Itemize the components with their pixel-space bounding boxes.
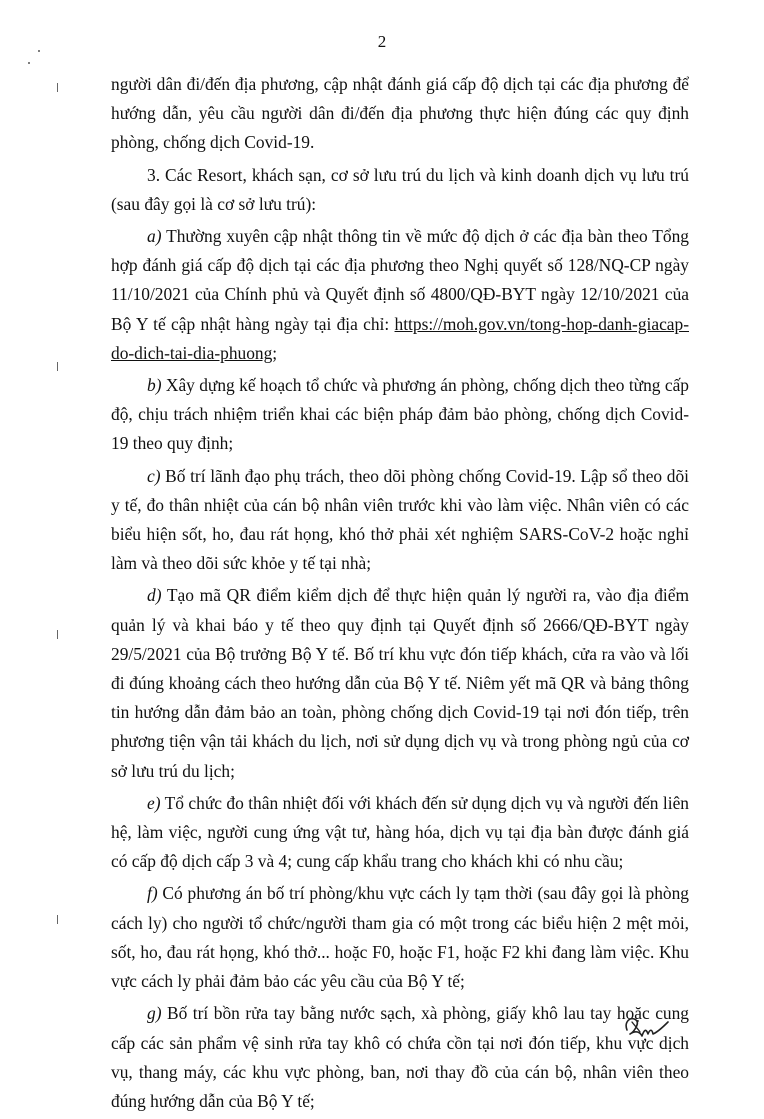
item-label: c) bbox=[147, 465, 161, 486]
item-label: g) bbox=[147, 1003, 162, 1024]
paragraph-item-g bbox=[111, 999, 689, 1116]
section-heading-text: 3. Các Resort, khách sạn, cơ sở lưu trú du lịch và kinh doanh dịch vụ lưu trú (sau đây gọi là cơ sở lưu trú): bbox=[111, 164, 689, 214]
margin-mark bbox=[57, 630, 58, 639]
paragraph-text: Tạo mã QR điểm kiểm dịch để thực hiện quản lý người ra, vào địa điểm quản lý và khai báo y tế theo quy định tại Quyết định số 2666/QĐ-BYT ngày 29/5/2021 của Bộ trưởng Bộ Y tế. Bố trí khu vực đón tiếp khách, cửa ra vào và lối đi đúng khoảng cách theo hướng dẫn của Bộ Y tế. Niêm yết mã QR và bảng thông tin hướng dẫn đảm bảo an toàn, phòng chống dịch Covid-19 tại nơi đón tiếp, trên phương tiện vận tải khách du lịch, nơi sử dụng dịch vụ và trong phòng ngủ của cơ sở lưu trú du lịch; bbox=[111, 585, 689, 781]
paragraph-item-b bbox=[111, 371, 689, 459]
item-label: e) bbox=[147, 792, 161, 813]
paragraph-item-f bbox=[111, 879, 689, 996]
paragraph-item-e bbox=[111, 789, 689, 877]
paragraph-text: Bố trí bồn rửa tay bằng nước sạch, xà phòng, giấy khô lau tay hoặc cung cấp các sản phẩm vệ sinh rửa tay khô có chứa cồn tại nơi đón tiếp, khu vực dịch vụ, thang máy, các khu vực phòng, ban, nơi thay đồ của cán bộ, nhân viên theo đúng hướng dẫn của Bộ Y tế; bbox=[111, 1003, 689, 1111]
paragraph-continuation bbox=[111, 70, 689, 158]
scan-speck bbox=[28, 62, 30, 64]
paragraph-text: Xây dựng kế hoạch tổ chức và phương án phòng, chống dịch theo từng cấp độ, chịu trách nhiệm triển khai các biện pháp đảm bảo phòng, chống dịch Covid-19 theo quy định; bbox=[111, 375, 689, 454]
page-number: 2 bbox=[377, 32, 387, 51]
item-label: a) bbox=[147, 226, 162, 247]
paragraph-section-3 bbox=[111, 161, 689, 219]
paragraph-text: Có phương án bố trí phòng/khu vực cách ly tạm thời (sau đây gọi là phòng cách ly) cho người tổ chức/người tham gia có một trong các biểu hiện 2 mệt mỏi, sốt, ho, đau rát họng, khó thở... hoặc F0, hoặc F1, hoặc F2 khi đang làm việc. Khu vực cách ly phải đảm bảo các yêu cầu của Bộ Y tế; bbox=[111, 883, 689, 992]
initials-signature bbox=[622, 1012, 670, 1042]
paragraph-item-d bbox=[111, 581, 689, 785]
document-body bbox=[111, 70, 689, 1119]
item-label: f) bbox=[147, 883, 158, 904]
paragraph-item-a bbox=[111, 222, 689, 368]
scan-speck bbox=[38, 50, 40, 52]
moh-link[interactable]: https://moh.gov.vn/tong-hop-danh-giacap-do-dich-tai-dia-phuong bbox=[111, 313, 689, 363]
paragraph-item-c bbox=[111, 462, 689, 579]
margin-mark bbox=[57, 362, 58, 371]
item-label: b) bbox=[147, 375, 162, 396]
item-label: d) bbox=[147, 585, 162, 606]
margin-mark bbox=[57, 83, 58, 92]
paragraph-text: Thường xuyên cập nhật thông tin về mức độ dịch ở các địa bàn theo Tổng hợp đánh giá cấp độ dịch tại các địa phương theo Nghị quyết số 128/NQ-CP ngày 11/10/2021 của Chính phủ và Quyết định số 4800/QĐ-BYT ngày 12/10/2021 của Bộ Y tế cập nhật hàng ngày tại địa chỉ: bbox=[111, 226, 689, 334]
paragraph-text: Tổ chức đo thân nhiệt đối với khách đến sử dụng dịch vụ và người đến liên hệ, làm việc, người cung ứng vật tư, hàng hóa, dịch vụ tại địa bàn được đánh giá có cấp độ dịch cấp 3 và 4; cung cấp khẩu trang cho khách khi có nhu cầu; bbox=[111, 792, 689, 872]
margin-mark bbox=[57, 915, 58, 924]
paragraph-text: người dân đi/đến địa phương, cập nhật đánh giá cấp độ dịch tại các địa phương để hướng dẫn, yêu cầu người dân đi/đến địa phương thực hiện đúng các quy định phòng, chống dịch Covid-19. bbox=[111, 74, 689, 153]
paragraph-text: Bố trí lãnh đạo phụ trách, theo dõi phòng chống Covid-19. Lập sổ theo dõi y tế, đo thân nhiệt của cán bộ nhân viên trước khi vào làm việc. Nhân viên có các biểu hiện sốt, ho, đau rát họng, khó thở phải xét nghiệm SARS-CoV-2 hoặc nghỉ làm và theo dõi sức khỏe y tế tại nhà; bbox=[111, 465, 689, 574]
paragraph-tail: ; bbox=[272, 342, 278, 363]
